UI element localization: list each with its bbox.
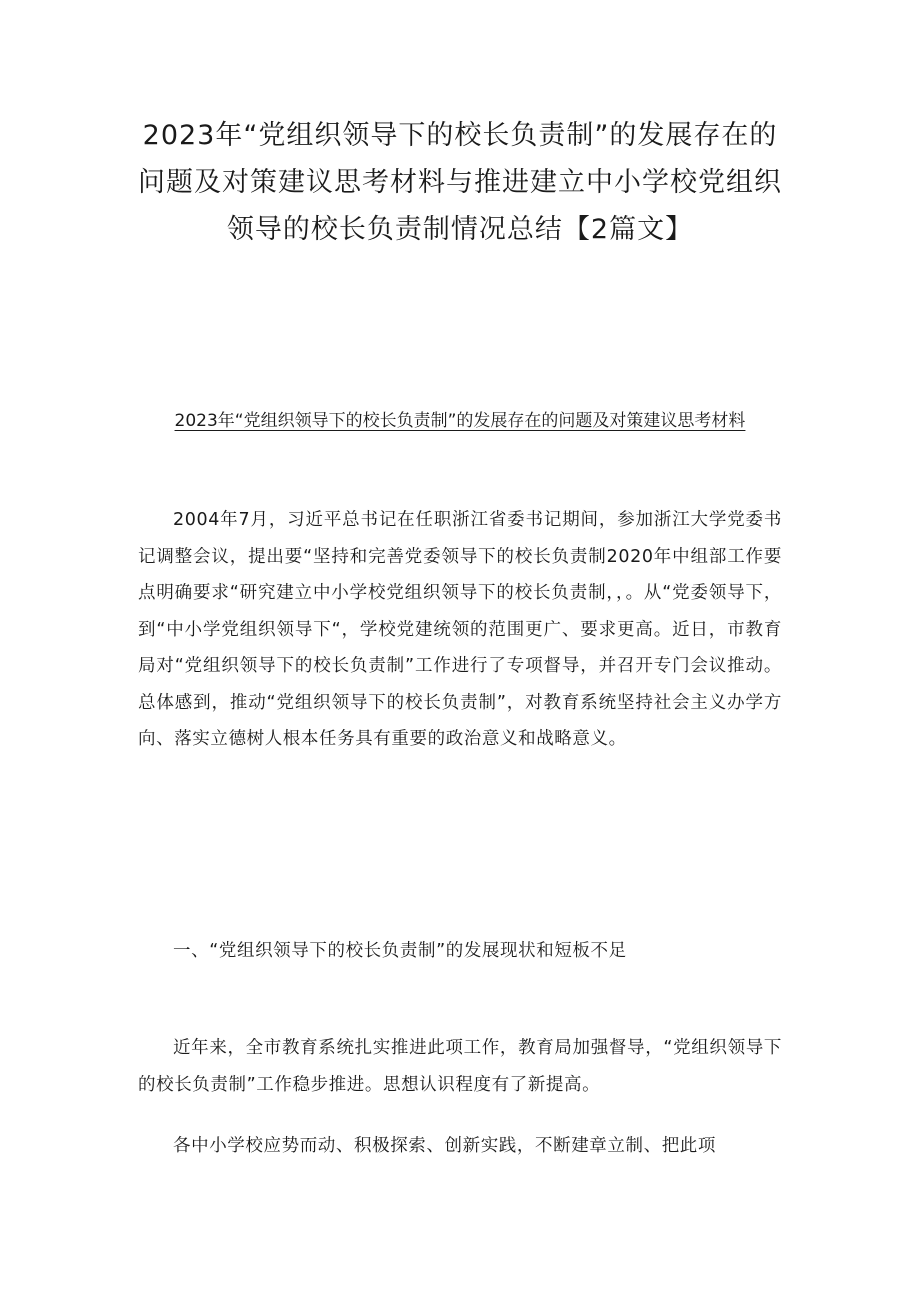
paragraph-intro: 2004年7月，习近平总书记在任职浙江省委书记期间，参加浙江大学党委书记调整会议，提出要“坚持和完善党委领导下的校长负责制2020年中组部工作要点明确要求“研究建立中小学校党组织领导下的校长负责制，，。从“党委领导下，到“中小学党组织领导下“，学校党建统领的范围更广、要求更高。近日，市教育局对“党组织领导下的校长负责制”工作进行了专项督导，并召开专门会议推动。总体感到，推动“党组织领导下的校长负责制”，对教育系统坚持社会主义办学方向、落实立德树人根本任务具有重要的政治意义和战略意义。: [138, 510, 782, 749]
section-title-text: 2023年“党组织领导下的校长负责制”的发展存在的问题及对策建议思考材料: [174, 411, 746, 431]
section-title: [138, 401, 782, 441]
paragraph-schools: 各中小学校应势而动、积极探索、创新实践，不断建章立制、把此项: [173, 1136, 716, 1156]
paragraph-status: 近年来，全市教育系统扎实推进此项工作，教育局加强督导，“党组织领导下的校长负责制”工作稳步推进。思想认识程度有了新提高。: [138, 1038, 782, 1095]
section-heading-1: 一、“党组织领导下的校长负责制”的发展现状和短板不足: [173, 941, 627, 961]
document-title: 2023年“党组织领导下的校长负责制”的发展存在的问题及对策建议思考材料与推进建立中小学校党组织领导的校长负责制情况总结【2篇文】: [138, 120, 782, 245]
